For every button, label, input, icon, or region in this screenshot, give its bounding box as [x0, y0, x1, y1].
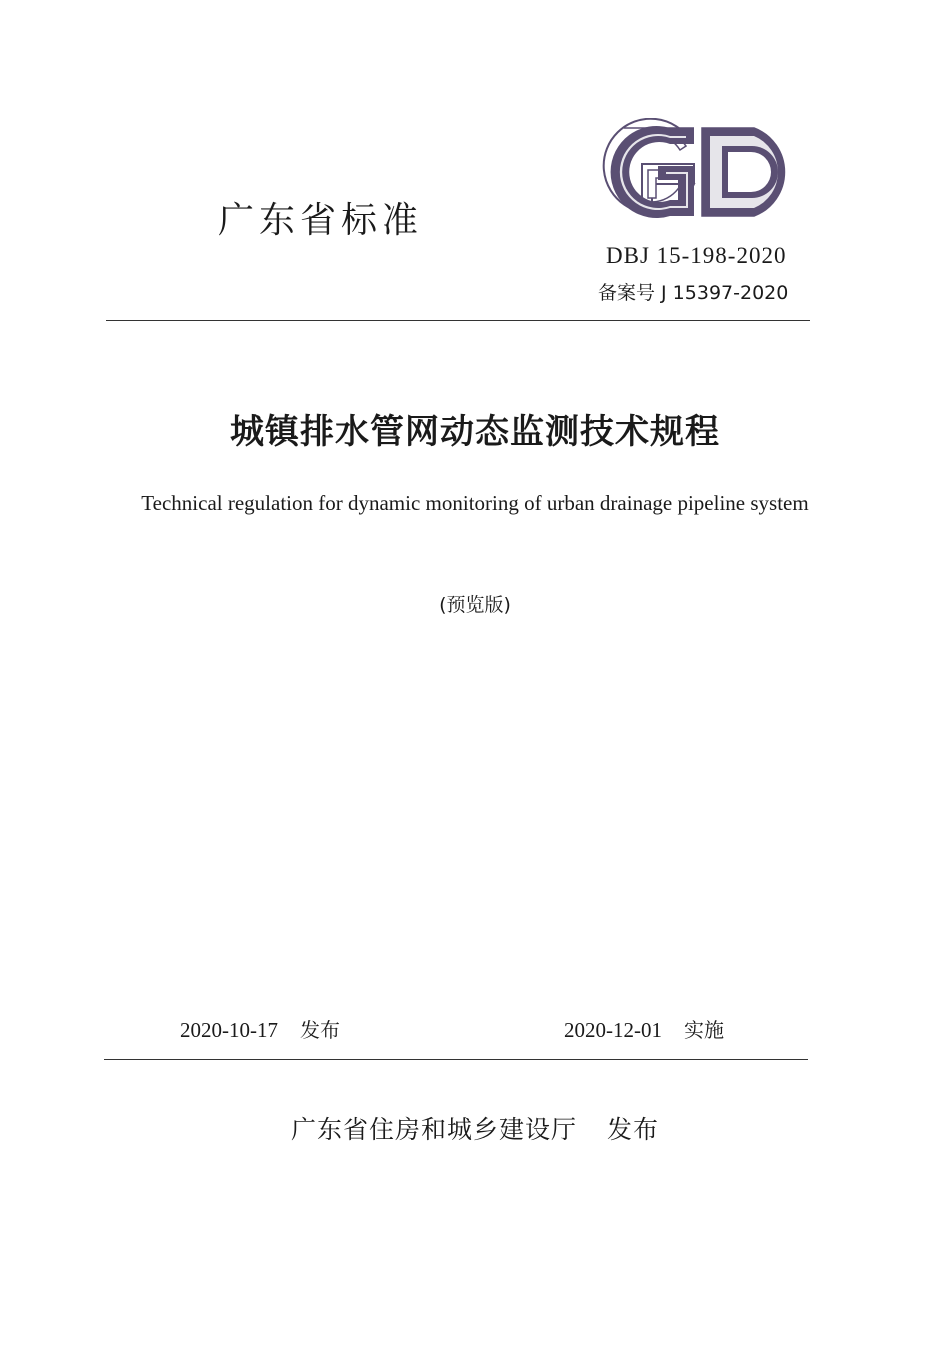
issue-label: 发布	[300, 1018, 340, 1042]
standard-number: DBJ 15-198-2020	[606, 243, 787, 268]
record-number: 备案号 J 15397-2020	[598, 282, 789, 304]
standard-category: 广东省标准	[218, 200, 424, 241]
document-title-chinese: 城镇排水管网动态监测技术规程	[230, 412, 720, 452]
effective-date-block	[564, 1014, 724, 1043]
issue-date: 2020-10-17	[180, 1018, 278, 1042]
publisher-line	[0, 1110, 950, 1146]
edition-label: (预览版)	[439, 594, 511, 616]
effective-label: 实施	[684, 1018, 724, 1042]
document-title-english: Technical regulation for dynamic monitoring of urban drainage pipeline system	[141, 491, 809, 515]
publish-label: 发布	[607, 1115, 660, 1144]
gd-logo-icon	[594, 118, 812, 226]
bottom-divider	[104, 1059, 808, 1060]
top-divider	[106, 320, 810, 321]
effective-date: 2020-12-01	[564, 1018, 662, 1042]
publisher-name: 广东省住房和城乡建设厅	[290, 1115, 577, 1144]
issue-date-block	[180, 1014, 340, 1043]
